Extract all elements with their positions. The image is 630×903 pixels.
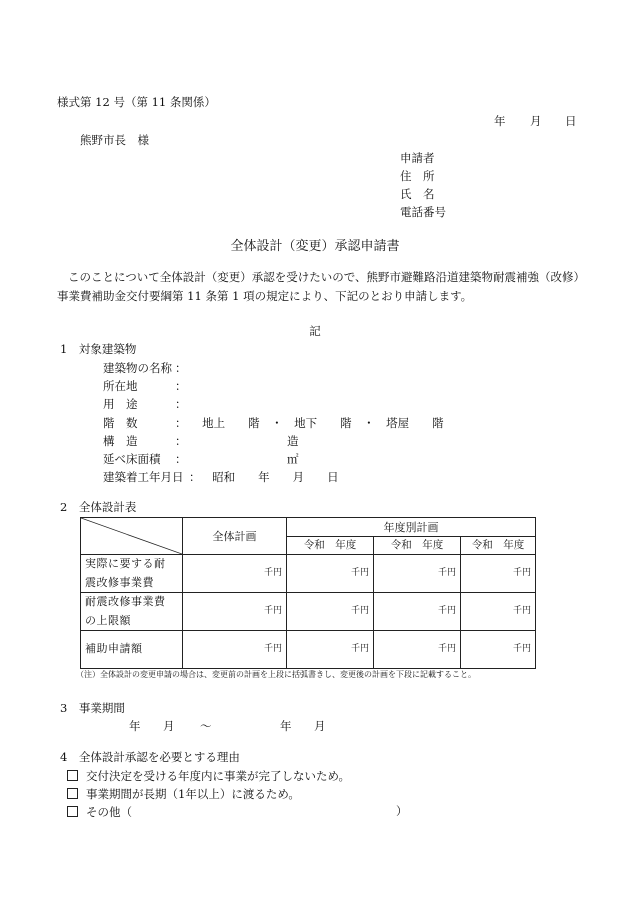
row-colon: ：: [175, 361, 187, 375]
floors-value: 地上 階 ・ 地下 階 ・ 塔屋 階: [202, 416, 444, 430]
row-label: 用 途: [103, 397, 138, 411]
table-row: [81, 593, 536, 631]
other-close-paren: ）: [396, 804, 408, 818]
row-label: 建築着工年月日: [103, 470, 184, 484]
floor-area-unit: ㎡: [287, 452, 299, 466]
unit-cell: 千円: [287, 555, 374, 593]
intro-line-2: 事業費補助金交付要綱第 11 条第 1 項の規定により、下記のとおり申請します。: [57, 289, 473, 303]
row-label: 階 数: [103, 416, 138, 430]
row-label: 構 造: [103, 434, 138, 448]
unit-cell: 千円: [287, 593, 374, 631]
unit-cell: 千円: [461, 593, 536, 631]
name-label: 氏 名: [400, 187, 435, 201]
construction-date-value: 昭和 年 月 日: [212, 470, 339, 484]
checkbox[interactable]: [67, 788, 78, 799]
checkbox[interactable]: [67, 770, 78, 781]
unit-cell: 千円: [461, 631, 536, 669]
corner-diagonal-cell: [81, 518, 183, 555]
row-colon: ：: [175, 416, 187, 430]
intro-line-1: このことについて全体設計（変更）承認を受けたいので、熊野市避難路沿道建築物耐震補強（改修）: [68, 270, 586, 284]
unit-cell: 千円: [374, 593, 461, 631]
year-header-3: 令和 年度: [461, 537, 536, 555]
table-note: （注）全体設計の変更申請の場合は、変更前の計画を上段に括弧書きし、変更後の計画を下段に記載すること。: [76, 670, 476, 679]
col-overall-header: 全体計画: [183, 518, 287, 555]
row-colon: ：: [175, 379, 187, 393]
row-colon: ：: [175, 434, 187, 448]
section2-heading: 2 全体設計表: [60, 500, 137, 514]
reason-label: 交付決定を受ける年度内に事業が完了しないため。: [86, 769, 351, 783]
section4-heading: 4 全体設計承認を必要とする理由: [60, 750, 240, 764]
row-label-line2: の上限額: [85, 613, 131, 627]
floors-row: [103, 418, 444, 430]
date-day-label: 日: [565, 114, 577, 128]
reason-option-1[interactable]: [67, 770, 350, 783]
row-colon: ：: [175, 452, 187, 466]
col-yearly-header: 年度別計画: [287, 518, 536, 537]
row-label-subsidy-amount: 補助申請額: [81, 631, 183, 669]
period-tilde: ～: [200, 719, 212, 733]
structure-row: [103, 436, 187, 448]
construction-date-row: [103, 472, 339, 484]
date-year-label: 年: [494, 114, 506, 128]
usage-row: [103, 399, 187, 411]
unit-cell: 千円: [287, 631, 374, 669]
period-month-1: 月: [163, 719, 175, 733]
year-header-2: 令和 年度: [374, 537, 461, 555]
unit-cell: 千円: [183, 593, 287, 631]
row-colon: ：: [175, 397, 187, 411]
row-colon: ：: [189, 470, 201, 484]
addressee: 熊野市長 様: [80, 133, 149, 147]
location-row: [103, 381, 187, 393]
row-label: 延べ床面積: [103, 452, 161, 466]
unit-cell: 千円: [183, 555, 287, 593]
row-label-actual-cost: [81, 555, 183, 593]
phone-label: 電話番号: [400, 205, 446, 219]
period-year-2: 年: [280, 719, 292, 733]
diagonal-line: [81, 518, 182, 554]
section1-heading: 1 対象建築物: [60, 342, 137, 356]
address-label: 住 所: [400, 169, 435, 183]
unit-cell: 千円: [374, 631, 461, 669]
design-table: [80, 517, 536, 669]
reason-option-other[interactable]: [67, 806, 132, 819]
row-label-line1: 実際に要する耐: [85, 557, 166, 571]
reason-label: その他（: [86, 805, 132, 819]
ki-heading: 記: [309, 324, 321, 338]
document-title: 全体設計（変更）承認申請書: [230, 239, 400, 254]
unit-cell: 千円: [183, 631, 287, 669]
period-month-2: 月: [314, 719, 326, 733]
row-label: 建築物の名称: [103, 361, 172, 375]
row-label-upper-limit: [81, 593, 183, 631]
date-month-label: 月: [530, 114, 542, 128]
structure-suffix: 造: [287, 434, 299, 448]
checkbox[interactable]: [67, 806, 78, 817]
unit-cell: 千円: [461, 555, 536, 593]
row-label: 所在地: [103, 379, 138, 393]
unit-cell: 千円: [374, 555, 461, 593]
form-number: 様式第 12 号（第 11 条関係）: [57, 95, 216, 109]
period-year-1: 年: [129, 719, 141, 733]
section3-heading: 3 事業期間: [60, 701, 125, 715]
table-row: [81, 631, 536, 669]
table-row: [81, 555, 536, 593]
building-name-row: [103, 363, 187, 375]
reason-label: 事業期間が長期（1年以上）に渡るため。: [86, 787, 300, 801]
row-label-line2: 震改修事業費: [85, 575, 154, 589]
applicant-label: 申請者: [400, 151, 435, 165]
floor-area-row: [103, 454, 187, 466]
row-label-line1: 耐震改修事業費: [85, 595, 166, 609]
reason-option-2[interactable]: [67, 788, 300, 801]
year-header-1: 令和 年度: [287, 537, 374, 555]
